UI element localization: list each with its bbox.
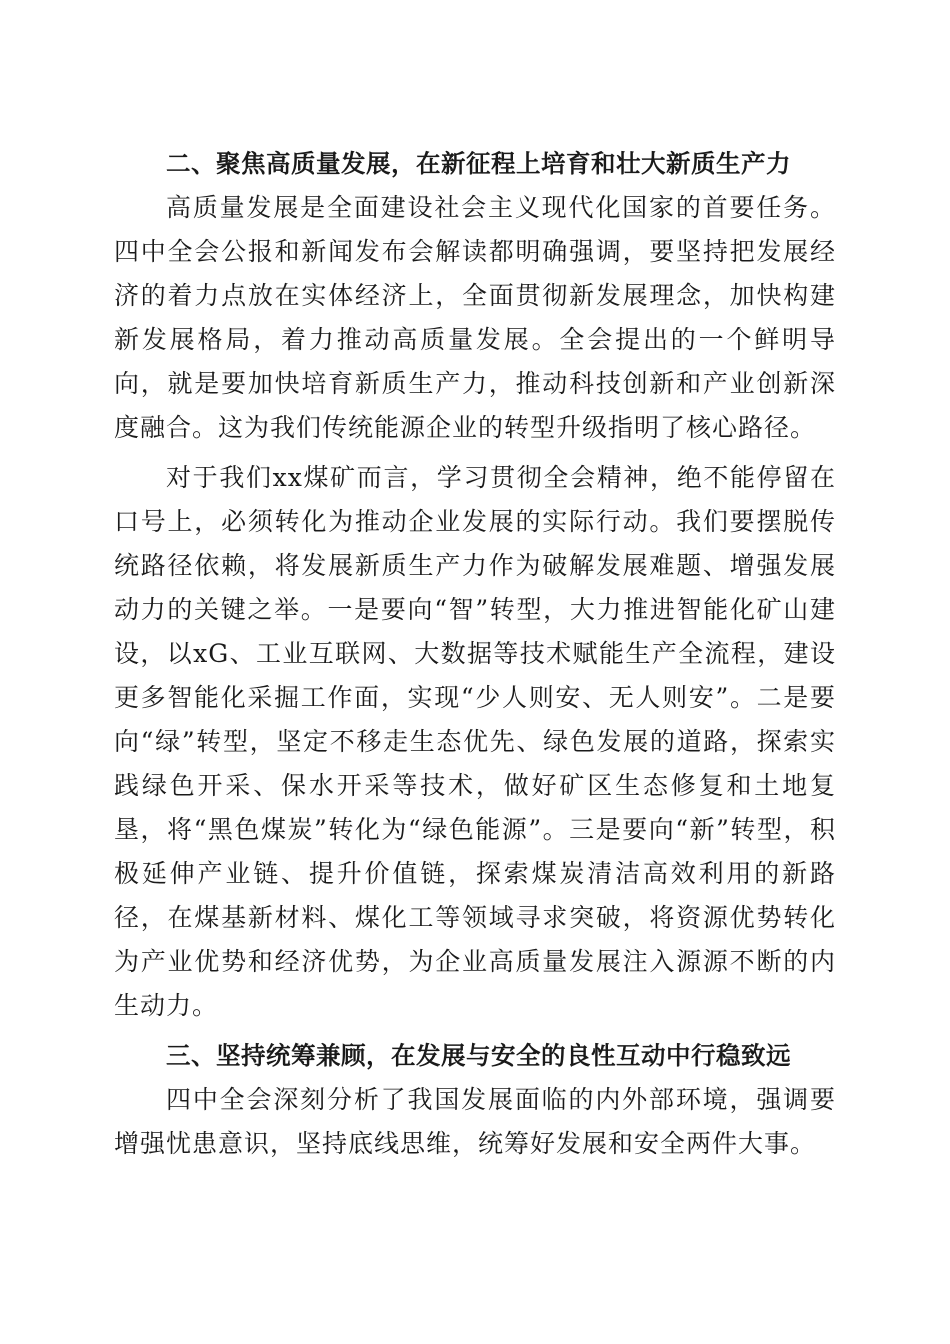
section-heading-2: 二、聚焦高质量发展，在新征程上培育和壮大新质生产力 xyxy=(166,149,791,178)
paragraph: 四中全会深刻分析了我国发展面临的内外部环境，强调要增强忧患意识，坚持底线思维，统筹好发展和安全两件大事。 xyxy=(114,1085,836,1158)
document-body xyxy=(114,142,836,1166)
paragraph: 高质量发展是全面建设社会主义现代化国家的首要任务。四中全会公报和新闻发布会解读都明确强调，要坚持把发展经济的着力点放在实体经济上，全面贯彻新发展理念，加快构建新发展格局，着力推动高质量发展。全会提出的一个鲜明导向，就是要加快培育新质生产力，推动科技创新和产业创新深度融合。这为我们传统能源企业的转型升级指明了核心路径。 xyxy=(114,193,836,442)
section-heading-3: 三、坚持统筹兼顾，在发展与安全的良性互动中行稳致远 xyxy=(166,1041,791,1070)
paragraph: 对于我们xx煤矿而言，学习贯彻全会精神，绝不能停留在口号上，必须转化为推动企业发展的实际行动。我们要摆脱传统路径依赖，将发展新质生产力作为破解发展难题、增强发展动力的关键之举。一是要向“智”转型，大力推进智能化矿山建设，以xG、工业互联网、大数据等技术赋能生产全流程，建设更多智能化采掘工作面，实现“少人则安、无人则安”。二是要向“绿”转型，坚定不移走生态优先、绿色发展的道路，探索实践绿色开采、保水开采等技术，做好矿区生态修复和土地复垦，将“黑色煤炭”转化为“绿色能源”。三是要向“新”转型，积极延伸产业链、提升价值链，探索煤炭清洁高效利用的新路径，在煤基新材料、煤化工等领域寻求突破，将资源优势转化为产业优势和经济优势，为企业高质量发展注入源源不断的内生动力。 xyxy=(114,463,836,1020)
